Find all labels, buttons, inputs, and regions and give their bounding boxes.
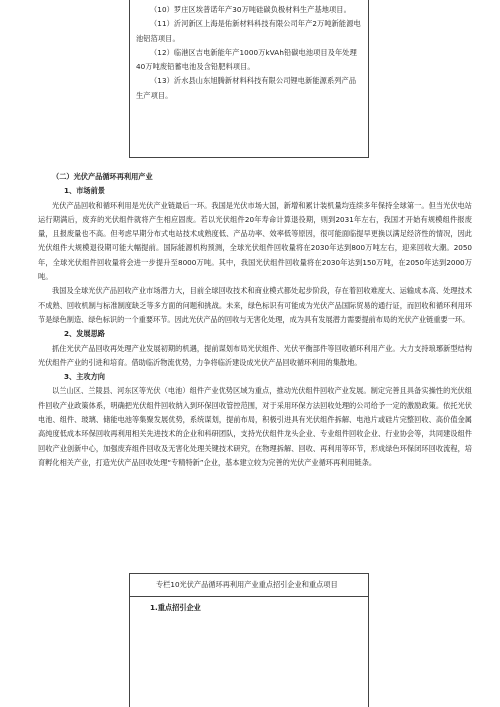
section-heading: （二）光伏产品循环再利用产业	[52, 172, 153, 181]
column-box-top	[129, 0, 369, 158]
subsection-heading-strategy: 2、发展思路	[64, 329, 105, 339]
column-box-bottom	[129, 573, 369, 707]
paragraph: 我国及全球光伏产品回收产业市场潜力大，目前全球回收技术和商业模式都处起步阶段，存在着回收难度大、运输成本高、处理技术不成熟、回收机制与标准制度缺乏等多方面的问题和挑战。未来，绿色标识有可能成为光伏产品国际贸易的通行证，而回收和循环利用环节是绿色制造、绿色标识的一个重要环节。因此光伏产品的回收与无害化处理，成为具有发展潜力需要提前布局的光伏产业链重要一环。	[38, 286, 472, 324]
column-subheading: 1.重点招引企业	[150, 603, 201, 613]
paragraph: 光伏产品回收和循环利用是光伏产业链最后一环。我国是光伏市场大国，新增和累计装机量均连续多年保持全球第一。但当光伏电站运行期满后，废弃的光伏组件就将产生相应固废。若以光伏组件20年寿命计算退役期，则到2031年左右，我国才开始有规模组件报废量，且报废量也不高。但考虑早期分布式电站技术成熟度低、产品功率、效率低等原因，很可能面临提早更换以满足经济性的情况，因此光伏组件大规模退役期可能大幅提前。国际能源机构预测，全球光伏组件回收量将在2030年达到800万吨左右，迎来回收大潮。2050年，全球光伏组件回收量将会进一步提升至8000万吨。其中，我国光伏组件回收量将在2030年达到150万吨，在2050年达到2000万吨。	[38, 200, 472, 282]
subsection-heading-market: 1、市场前景	[64, 186, 105, 196]
column-caption: 专栏10光伏产品循环再利用产业重点招引企业和重点项目	[156, 580, 338, 589]
main-content	[38, 170, 472, 470]
paragraph: 抓住光伏产品回收再处理产业发展初期的机遇，提前谋划布局光伏组件、光伏平衡部件等回收循环利用产业。大力支持琅琊新型结构光伏组件产业的引进和培育。借助临沂物流优势，力争将临沂建设成光伏产品回收循环利用的集散地。	[38, 343, 472, 367]
paragraph: 以兰山区、兰陵县、河东区等光伏（电池）组件产业优势区域为重点，推动光伏组件回收产业发展。制定完善且具备实操性的光伏组件回收产业政策体系，明确把光伏组件回收纳入到环保回收管控范围，对于采用环保方法回收处理的公司给予一定的激励政策。依托光伏电池、组件、玻璃、储能电池等集聚发展优势，系统谋划，提前布局，积极引进具有光伏组件拆解、电池片或硅片完整回收、高价值金属高纯度低成本环保回收再利用相关先进技术的企业和科研团队，支持光伏组件龙头企业、专业组件回收企业、行业协会等，共同建设组件回收产业创新中心，加强废弃组件回收及无害化处理关键技术研究，在物理拆解、回收、再利用等环节，形成绿色环保闭环回收流程，培育孵化相关产业，打造光伏产品回收处理“专精特新”企业，基本建立较为完善的光伏产业循环再利用链条。	[38, 386, 472, 467]
subsection-heading-direction: 3、主攻方向	[64, 372, 105, 382]
project-item: （11）沂河新区上海是佑新材料科技有限公司年产2万吨新能源电池铝箔项目。	[136, 19, 361, 43]
project-item: （10）罗庄区埃普诺年产30万吨硅碳负极材料生产基地项目。	[150, 5, 351, 14]
project-item: （12）临港区吉电新能年产1000万kVAh铅碳电池项目及年处理40万吨废铅蓄电池及含铅肥料项目。	[136, 47, 357, 72]
project-item: （13）沂水县山东旭腾新材料科技有限公司锂电新能源系列产品生产项目。	[136, 76, 357, 100]
